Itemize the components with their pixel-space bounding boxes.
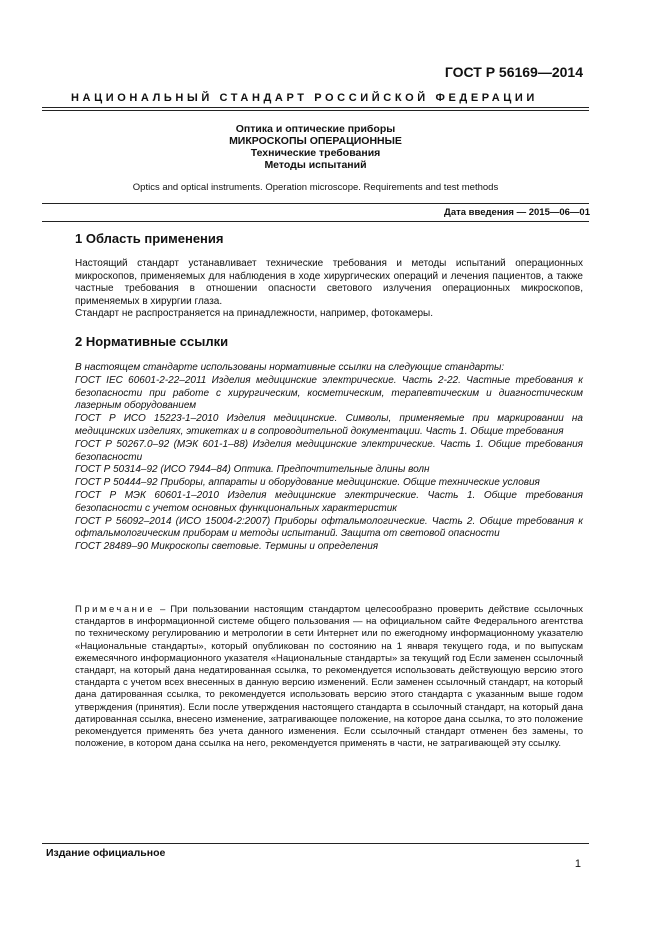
reference-item: ГОСТ Р 50314–92 (ИСО 7944–84) Оптика. Предпочтительные длины волн: [75, 464, 430, 476]
reference-item: ГОСТ Р ИСО 15223-1–2010 Изделия медицинские. Символы, применяемые при маркировании на медицинских изделиях, этикетках и в сопроводительной документации. Часть 1. Общие требования: [75, 413, 583, 437]
date-rule-bottom: [42, 221, 589, 222]
section-1-paragraph-2: Стандарт не распространяется на принадлежности, например, фотокамеры.: [75, 308, 433, 320]
introduction-date: Дата введения — 2015—06—01: [444, 207, 590, 218]
section-1-heading: 1 Область применения: [75, 231, 224, 246]
section-2-heading: 2 Нормативные ссылки: [75, 334, 229, 349]
note-paragraph: [75, 604, 583, 750]
date-rule-top: [42, 203, 589, 204]
footer-rule: [42, 843, 589, 844]
references-list: [75, 362, 583, 554]
section-1-body: [75, 258, 583, 321]
title-line-2: МИКРОСКОПЫ ОПЕРАЦИОННЫЕ: [229, 135, 402, 147]
header-rule-thin: [42, 110, 589, 111]
reference-item: ГОСТ Р 50444–92 Приборы, аппараты и оборудование медицинские. Общие технические условия: [75, 477, 540, 489]
header-rule: [42, 107, 589, 108]
national-standard-banner: НАЦИОНАЛЬНЫЙ СТАНДАРТ РОССИЙСКОЙ ФЕДЕРАЦИИ: [71, 92, 538, 104]
note-text: – При пользовании настоящим стандартом целесообразно проверить действие ссылочных стандартов в информационной системе общего пользования — на официальном сайте Федерального агентства по техническому регулированию и метрологии в сети Интернет или по ежегодному информационному указателю «Национальные стандарты», который опубликован по состоянию на 1 января текущего года, и по выпускам ежемесячного информационного указателя «Национальные стандарты» за текущий год Если заменен ссылочный стандарт, на который дана недатированная ссылка, то рекомендуется использовать действующую версию этого стандарта с учетом всех внесенных в данную версию изменений. Если заменен ссылочный стандарт, на который дана датированная ссылка, то рекомендуется использовать версию этого стандарта с указанным выше годом утверждения (принятия). Если после утверждения настоящего стандарта в ссылочный стандарт, на который дана датированная ссылка, внесено изменение, затрагивающее положение, на которое дана ссылка, то это положение рекомендуется применять без учета данного изменения. Если ссылочный стандарт отменен без замены, то положение, в котором дана ссылка на него, рекомендуется применять в части, не затрагивающей эту ссылку.: [75, 604, 583, 750]
title-line-1: Оптика и оптические приборы: [235, 123, 396, 135]
reference-item: ГОСТ 28489–90 Микроскопы световые. Термины и определения: [75, 541, 379, 553]
note-label: Примечание: [75, 604, 155, 615]
title-line-4: Методы испытаний: [264, 159, 367, 171]
english-title: Optics and optical instruments. Operation microscope. Requirements and test methods: [132, 182, 499, 193]
document-titles: [42, 123, 589, 171]
section-1-paragraph-1: Настоящий стандарт устанавливает технические требования и методы испытаний операционных микроскопов, применяемых для наблюдения в ходе хирургических операций и лечения пациентов, а также частные требования в отношении опасности светового излучения операционных микроскопов, применяемых в хирургии глаза.: [75, 258, 583, 307]
title-line-3: Технические требования: [250, 147, 381, 159]
reference-item: ГОСТ Р МЭК 60601-1–2010 Изделия медицинские электрические. Часть 1. Общие требования безопасности с учетом основных функциональных характеристик: [75, 489, 583, 514]
reference-item: ГОСТ Р 56092–2014 (ИСО 15004-2:2007) Приборы офтальмологические. Часть 2. Общие требования к офтальмологическим приборам и методы испытаний. Защита от световой опасности: [75, 515, 583, 540]
official-edition-label: Издание официальное: [46, 847, 166, 859]
reference-item: ГОСТ Р 50267.0–92 (МЭК 601-1–88) Изделия медицинские электрические. Часть 1. Общие требования безопасности: [75, 438, 583, 463]
references-lead: В настоящем стандарте использованы нормативные ссылки на следующие стандарты:: [75, 362, 505, 373]
reference-item: ГОСТ IEC 60601-2-22–2011 Изделия медицинские электрические. Часть 2-22. Частные требования к безопасности при работе с хирургическим, косметическим, терапевтическим и диагностическим лазерным оборудованием: [75, 374, 583, 412]
document-number: ГОСТ Р 56169—2014: [444, 64, 583, 80]
page-number: 1: [574, 858, 581, 870]
